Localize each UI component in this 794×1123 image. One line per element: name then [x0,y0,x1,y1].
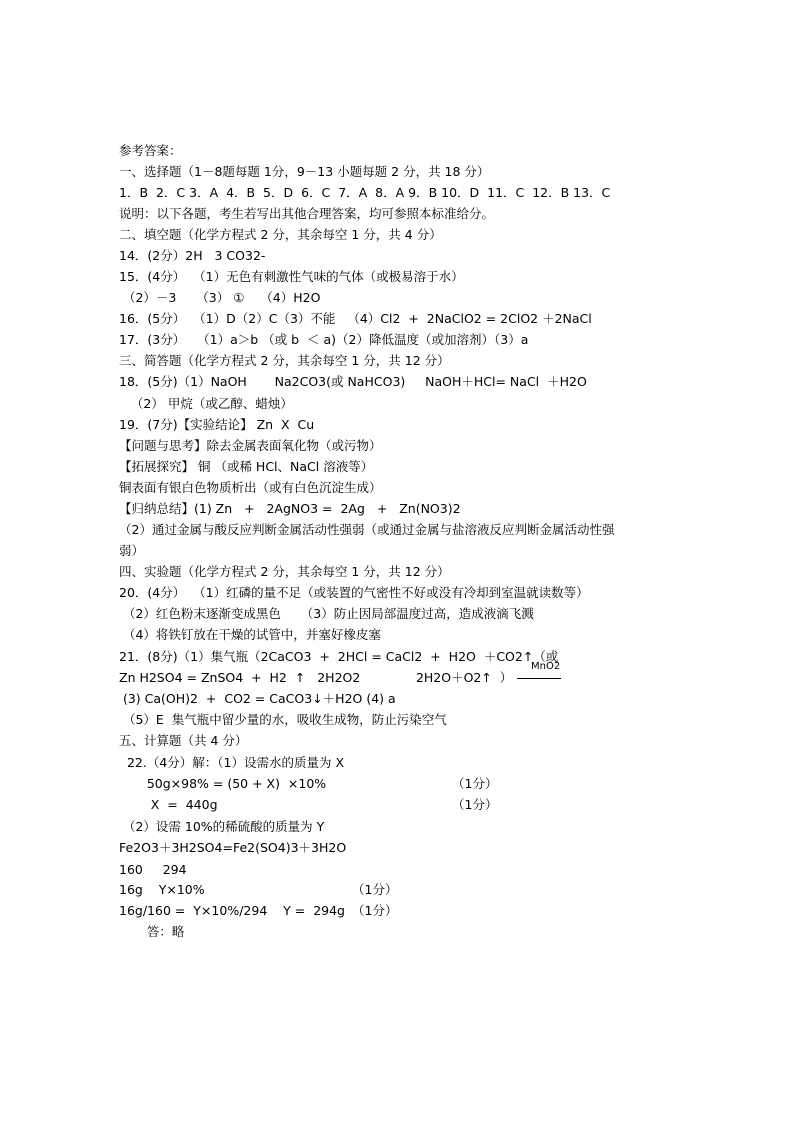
answer-line: 15．(4分） （1）无色有刺激性气味的气体（或极易溶于水） [119,269,464,284]
answer-line: 三、简答题（化学方程式 2 分，其余每空 1 分，共 12 分） [119,353,450,368]
answer-line: 20．(4分） （1）红磷的量不足（或装置的气密性不好或没有冷却到室温就读数等） [119,585,589,600]
answer-line: （5）E 集气瓶中留少量的水，吸收生成物，防止污染空气 [119,712,447,727]
answer-line: 说明：以下各题，考生若写出其他合理答案，均可参照本标准给分。 [119,206,495,221]
score-note: （1分） [452,797,498,812]
score-note: （1分） [452,776,498,791]
answer-line: 二、填空题（化学方程式 2 分，其余每空 1 分，共 4 分） [119,227,442,242]
answer-line: 16g/160 = Y×10%/294 Y = 294g [119,903,345,918]
score-note: （1分） [352,882,398,897]
answer-line: 50g×98% = (50 + X) ×10% [119,776,327,791]
answer-line: 铜表面有银白色物质析出（或有白色沉淀生成） [119,480,382,495]
answer-line: 【问题与思考】除去金属表面氧化物（或污物） [119,438,382,453]
answer-line: 16．(5分） （1）D（2）C（3）不能 （4）Cl2 + 2NaClO2 = 2ClO2 ＋2NaCl [119,311,592,326]
answer-line: 21．(8分)（1）集气瓶（2CaCO3 + 2HCl = CaCl2 + H2O ＋CO2↑（或 [119,649,559,664]
reaction-bar [517,678,561,679]
answer-line: 160 294 [119,862,187,877]
answer-line: （2）－3 （3） ① （4）H2O [119,290,321,305]
answer-line: Zn H2SO4 = ZnSO4 + H2 ↑ 2H2O2 2H2O＋O2↑ ） MnO2 [119,661,561,685]
document-title: 参考答案： [119,143,182,158]
answer-line: 18．(5分)（1）NaOH Na2CO3(或 NaHCO3) NaOH＋HCl= NaCl ＋H2O [119,374,587,389]
answer-line: （4）将铁钉放在干燥的试管中，并塞好橡皮塞 [119,627,381,642]
answer-line: 一、选择题（1－8题每题 1分，9－13 小题每题 2 分，共 18 分） [119,164,490,179]
answer-line: 16g Y×10% [119,882,205,897]
answer-line: （2）红色粉末逐渐变成黑色 （3）防止因局部温度过高，造成液滴飞溅 [119,606,534,621]
answer-line: 答：略 [119,924,185,939]
answer-line: 弱） [119,543,145,558]
answer-line: （2）通过金属与酸反应判断金属活动性强弱（或通过金属与盐溶液反应判断金属活动性强 [119,522,615,537]
answer-line: (3) Ca(OH)2 + CO2 = CaCO3↓＋H2O (4) a [119,691,396,706]
answer-line: 【归纳总结】(1) Zn + 2AgNO3 = 2Ag + Zn(NO3)2 [119,501,461,516]
answer-line: X = 440g [119,797,218,812]
answer-line: （2）设需 10%的稀硫酸的质量为 Y [119,819,325,834]
answer-line: 四、实验题（化学方程式 2 分，其余每空 1 分，共 12 分） [119,564,450,579]
score-note: （1分） [352,903,398,918]
answer-line: 14．(2分）2H 3 CO32- [119,248,266,263]
answer-line: 22.（4分）解：（1）设需水的质量为 X [119,755,345,770]
answer-line: 17．(3分） （1）a＞b （或 b ＜ a)（2）降低温度（或加溶剂）（3）a [119,332,529,347]
answer-line: 1．B 2．C 3．A 4．B 5．D 6．C 7．A 8．A 9．B 10．D 11．C 12．B 13．C [119,185,611,200]
answer-line: Fe2O3＋3H2SO4=Fe2(SO4)3＋3H2O [119,840,347,855]
answer-line: 19．(7分)【实验结论】 Zn X Cu [119,417,315,432]
catalyst-label: MnO2 [531,661,561,672]
answer-line: 五、计算题（共 4 分） [119,733,248,748]
answer-line: （2） 甲烷（或乙醇、蜡烛） [119,396,293,411]
answer-line: 【拓展探究】 铜 （或稀 HCl、NaCl 溶液等） [119,459,374,474]
